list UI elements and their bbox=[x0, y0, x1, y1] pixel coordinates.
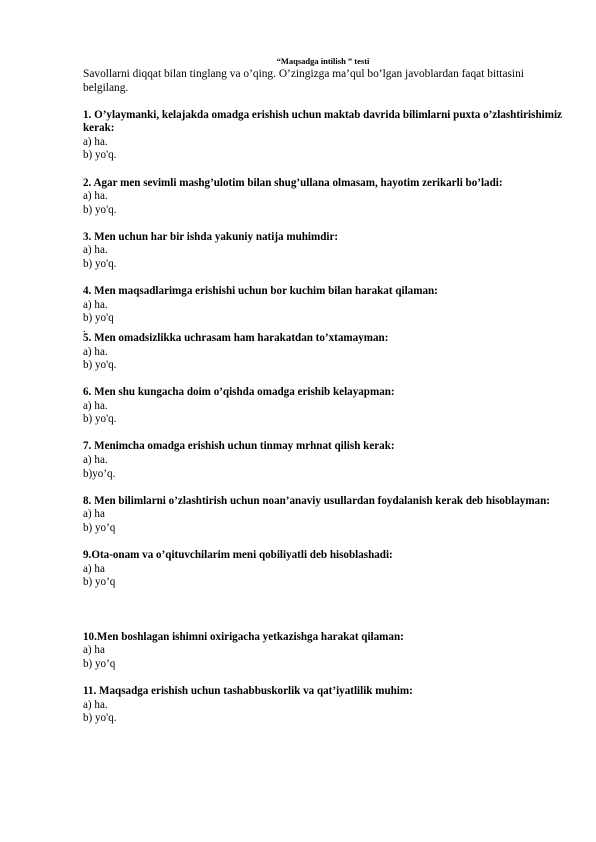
option-b: b) yo’q bbox=[83, 576, 116, 589]
question-11 bbox=[83, 685, 563, 726]
question-2 bbox=[83, 177, 563, 218]
question-text: 4. Men maqsadlarimga erishishi uchun bor kuchim bilan harakat qilaman: bbox=[83, 285, 438, 298]
question-1 bbox=[83, 109, 563, 163]
option-b: b) yo’q bbox=[83, 658, 116, 670]
option-a: a) ha bbox=[83, 508, 105, 521]
option-a: a) ha. bbox=[83, 399, 108, 412]
question-text: 8. Men bilimlarni o’zlashtirish uchun noan’anaviy usullardan foydalanish kerak deb hisoblayman: bbox=[83, 494, 550, 507]
option-b: b) yo'q. bbox=[83, 413, 117, 426]
option-b: b) yo’q bbox=[83, 521, 116, 534]
option-b: b) yo'q. bbox=[83, 203, 117, 216]
option-a: a) ha. bbox=[83, 345, 108, 358]
question-text: 2. Agar men sevimli mashg’ulotim bilan shug’ullana olmasam, hayotim zerikarli bo’ladi: bbox=[83, 176, 503, 189]
instruction-text: Savollarni diqqat bilan tinglang va o’qing. O’zingizga ma’qul bo’lgan javoblardan faqat bittasini belgilang. bbox=[83, 68, 524, 94]
option-a: a) ha. bbox=[83, 698, 108, 711]
question-9 bbox=[83, 549, 563, 590]
option-a: a) ha. bbox=[83, 190, 108, 203]
document-page bbox=[83, 56, 563, 726]
option-a: a) ha bbox=[83, 562, 105, 575]
option-a: a) ha bbox=[83, 644, 105, 657]
question-text: 5. Men omadsizlikka uchrasam ham harakatdan to’xtamayman: bbox=[83, 331, 389, 344]
question-4 bbox=[83, 285, 563, 335]
question-text: 11. Maqsadga erishish uchun tashabbuskorlik va qat’iyatlilik muhim: bbox=[83, 685, 413, 698]
question-text: 7. Menimcha omadga erishish uchun tinmay mrhnat qilish kerak: bbox=[83, 440, 395, 453]
option-b: b) yo'q. bbox=[83, 258, 117, 271]
question-text: 1. O’ylaymanki, kelajakda omadga erishish uchun maktab davrida bilimlarni puxta o’zlashtirishimiz kerak: bbox=[83, 108, 562, 135]
question-3 bbox=[83, 231, 563, 272]
option-b: b) yo'q. bbox=[83, 359, 117, 372]
option-b: b) yo'q bbox=[83, 312, 114, 325]
option-b: b)yo’q. bbox=[83, 467, 116, 480]
stray-dot: . bbox=[83, 322, 86, 335]
option-a: a) ha. bbox=[83, 454, 108, 467]
question-text: 6. Men shu kungacha doim o’qishda omadga erishib kelayapman: bbox=[83, 386, 395, 399]
question-6 bbox=[83, 386, 563, 427]
document-title: “Maqsadga intilish ” testi bbox=[276, 56, 370, 66]
question-text: 10.Men boshlagan ishimni oxirigacha yetkazishga harakat qilaman: bbox=[83, 630, 404, 643]
question-text: 3. Men uchun har bir ishda yakuniy natija muhimdir: bbox=[83, 230, 339, 243]
question-7 bbox=[83, 440, 563, 481]
question-text: 9.Ota-onam va o’qituvchilarim meni qobiliyatli deb hisoblashadi: bbox=[83, 549, 393, 562]
option-b: b) yo'q. bbox=[83, 149, 117, 162]
option-a: a) ha. bbox=[83, 135, 108, 148]
question-10 bbox=[83, 631, 563, 672]
option-a: a) ha. bbox=[83, 298, 108, 311]
question-5 bbox=[83, 332, 563, 373]
option-b: b) yo'q. bbox=[83, 712, 117, 725]
option-a: a) ha. bbox=[83, 244, 108, 257]
question-8 bbox=[83, 495, 563, 536]
